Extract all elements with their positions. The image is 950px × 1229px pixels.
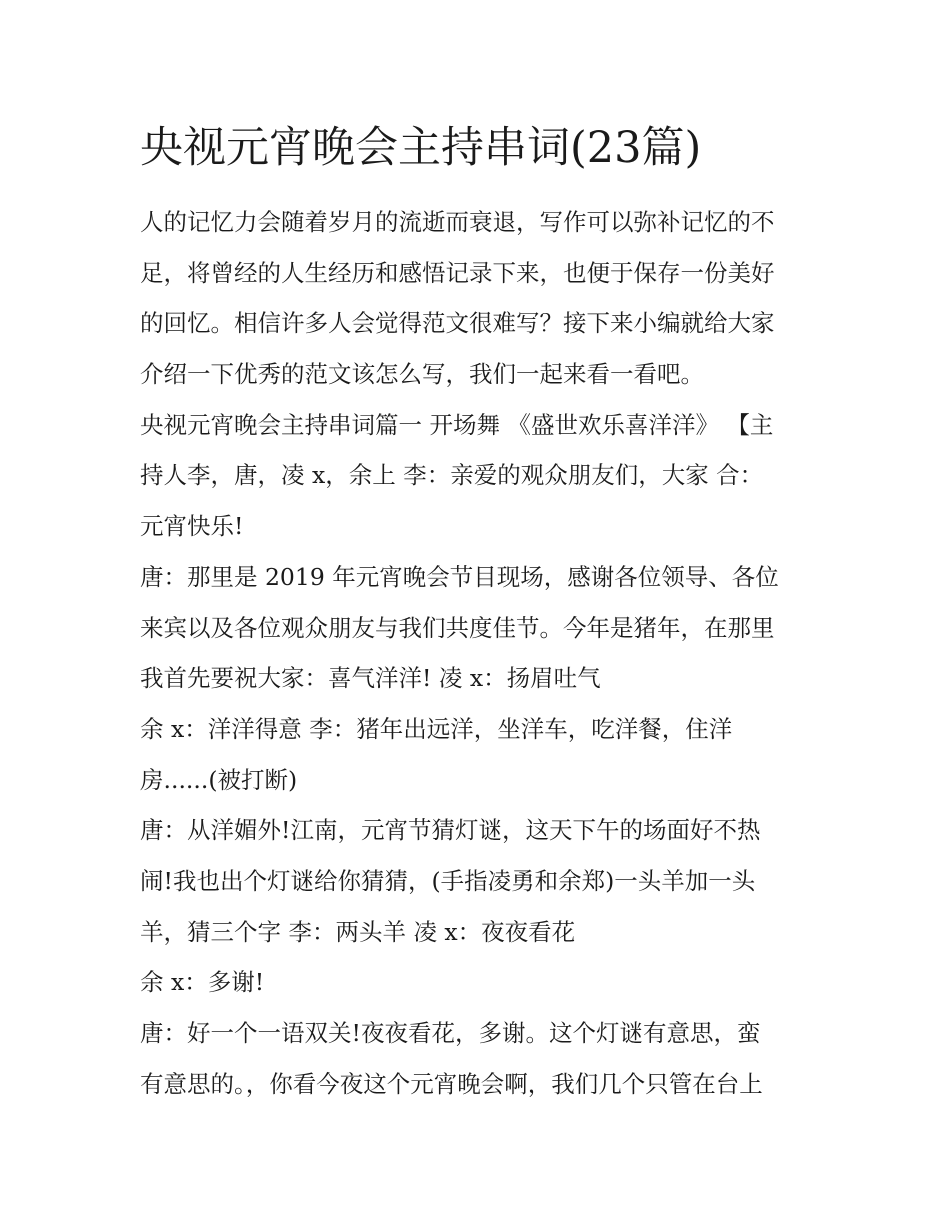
document-title: 央视元宵晚会主持串词(23篇) (140, 123, 702, 173)
text-line: 元宵快乐! (140, 512, 244, 541)
text-line: 唐：那里是 2019 年元宵晚会节目现场，感谢各位领导、各位 (140, 562, 779, 591)
text-line: 余 x：洋洋得意 李：猪年出远洋，坐洋车，吃洋餐，住洋 (140, 714, 733, 743)
text-line: 唐：从洋媚外!江南，元宵节猜灯谜，这天下午的场面好不热 (140, 816, 761, 845)
text-line: 有意思的。，你看今夜这个元宵晚会啊，我们几个只管在台上 (140, 1069, 763, 1098)
text-line: 闹!我也出个灯谜给你猜猜，(手指凌勇和余郑)一头羊加一头 (140, 866, 756, 895)
text-line: 来宾以及各位观众朋友与我们共度佳节。今年是猪年，在那里 (140, 613, 775, 642)
text-line: 羊，猜三个字 李：两头羊 凌 x：夜夜看花 (140, 917, 576, 946)
text-line: 唐：好一个一语双关!夜夜看花，多谢。这个灯谜有意思，蛮 (140, 1019, 761, 1047)
document-body (140, 197, 820, 1109)
text-line: 余 x：多谢! (140, 968, 265, 997)
text-line: 人的记忆力会随着岁月的流逝而衰退，写作可以弥补记忆的不 (140, 208, 775, 236)
text-line: 介绍一下优秀的范文该怎么写，我们一起来看一看吧。 (140, 360, 704, 389)
text-line: 的回忆。相信许多人会觉得范文很难写？接下来小编就给大家 (140, 309, 775, 338)
text-line: 我首先要祝大家：喜气洋洋! 凌 x：扬眉吐气 (140, 664, 601, 693)
text-line: 房......(被打断) (140, 765, 298, 794)
text-line: 央视元宵晚会主持串词篇一 开场舞 《盛世欢乐喜洋洋》 【主 (140, 410, 774, 439)
text-line: 足，将曾经的人生经历和感悟记录下来，也便于保存一份美好 (140, 258, 775, 287)
text-line: 持人李，唐，凌 x，余上 李：亲爱的观众朋友们，大家 合： (140, 461, 764, 490)
